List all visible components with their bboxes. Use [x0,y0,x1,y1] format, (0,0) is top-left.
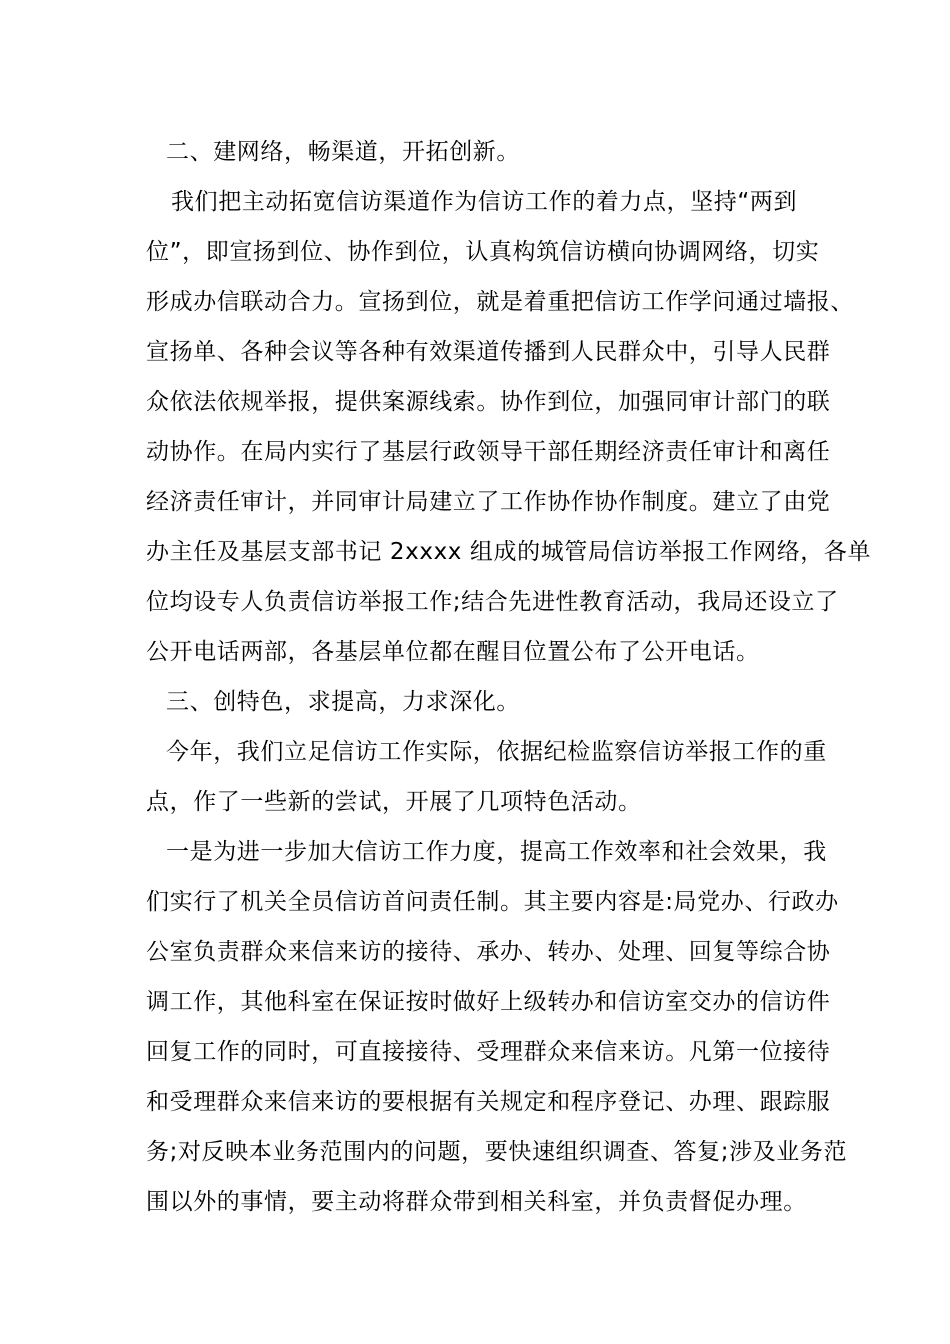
paragraph-line: 办主任及基层支部书记 2xxxx 组成的城管局信访举报工作网络，各单 [146,539,872,565]
paragraph-line: 经济责任审计，并同审计局建立了工作协作协作制度。建立了由党 [146,489,831,515]
paragraph-line: 众依法依规举报，提供案源线索。协作到位，加强同审计部门的联 [146,389,831,415]
paragraph-line: 我们把主动拓宽信访渠道作为信访工作的着力点，坚持“两到 [171,189,798,215]
paragraph-line: 形成办信联动合力。宣扬到位，就是着重把信访工作学问通过墙报、 [146,289,854,315]
paragraph-line: 宣扬单、各种会议等各种有效渠道传播到人民群众中，引导人民群 [146,339,831,365]
paragraph-line: 公开电话两部，各基层单位都在醒目位置公布了公开电话。 [146,639,760,665]
paragraph-line: 一是为进一步加大信访工作力度，提高工作效率和社会效果，我 [166,839,827,865]
paragraph-line: 动协作。在局内实行了基层行政领导干部任期经济责任审计和离任 [146,439,831,465]
paragraph-line: 和受理群众来信来访的要根据有关规定和程序登记、办理、跟踪服 [146,1089,831,1115]
paragraph-line: 位均设专人负责信访举报工作;结合先进性教育活动，我局还设立了 [146,589,839,615]
paragraph-line: 点，作了一些新的尝试，开展了几项特色活动。 [146,789,642,815]
paragraph-line: 调工作，其他科室在保证按时做好上级转办和信访室交办的信访件 [146,989,831,1015]
paragraph-line: 务;对反映本业务范围内的问题，要快速组织调查、答复;涉及业务范 [146,1139,848,1165]
paragraph-line: 们实行了机关全员信访首问责任制。其主要内容是:局党办、行政办 [146,889,839,915]
paragraph-line: 围以外的事情，要主动将群众带到相关科室，并负责督促办理。 [146,1189,807,1215]
paragraph-line: 今年，我们立足信访工作实际，依据纪检监察信访举报工作的重 [166,739,827,765]
section-heading-2: 二、建网络，畅渠道，开拓创新。 [166,139,520,165]
section-heading-3: 三、创特色，求提高，力求深化。 [166,689,520,715]
paragraph-line: 公室负责群众来信来访的接待、承办、转办、处理、回复等综合协 [146,939,831,965]
paragraph-line: 位”，即宣扬到位、协作到位，认真构筑信访横向协调网络，切实 [146,239,820,265]
paragraph-line: 回复工作的同时，可直接接待、受理群众来信来访。凡第一位接待 [146,1039,831,1065]
